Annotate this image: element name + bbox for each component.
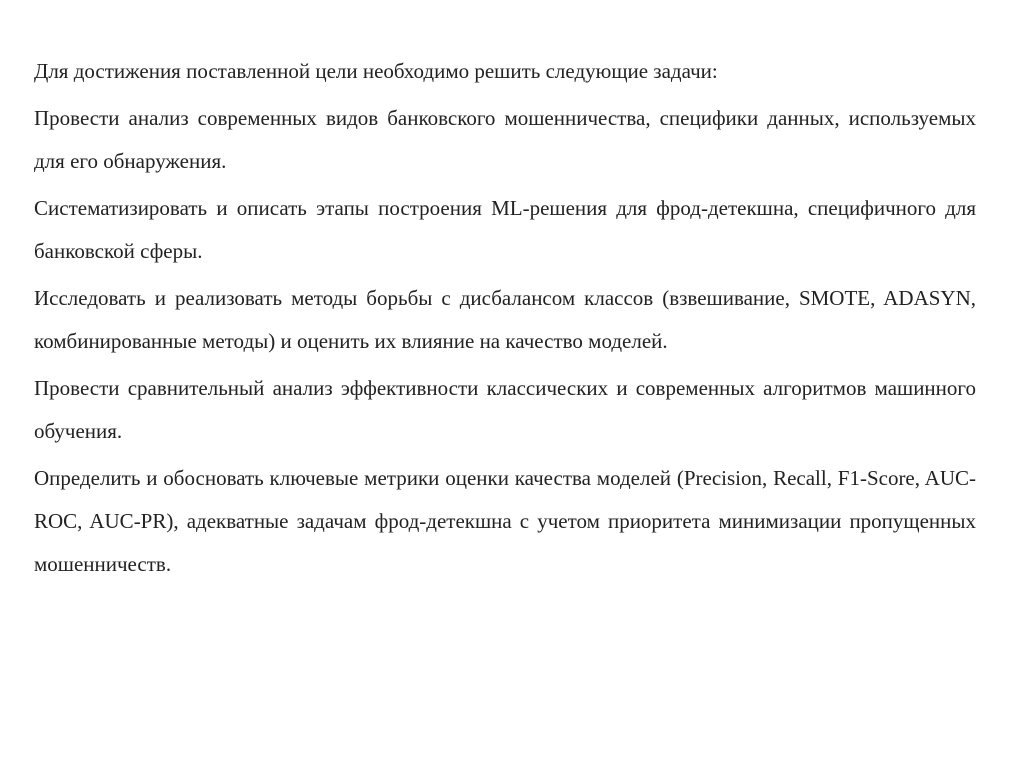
task-item-1: Провести анализ современных видов банковского мошенничества, специфики данных, используемых для его обнаружения. xyxy=(34,106,976,173)
task-item-4: Провести сравнительный анализ эффективности классических и современных алгоритмов машинного обучения. xyxy=(34,376,976,443)
intro-text: Для достижения поставленной цели необходимо решить следующие задачи: xyxy=(34,59,718,83)
task-item-5: Определить и обосновать ключевые метрики оценки качества моделей (Precision, Recall, F1-Score, AUC-ROC, AUC-PR), адекватные задачам фрод-детекшна с учетом приоритета минимизации пропущенных мошенничеств. xyxy=(34,466,976,576)
task-item-3: Исследовать и реализовать методы борьбы с дисбалансом классов (взвешивание, SMOTE, ADASYN, комбинированные методы) и оценить их влияние на качество моделей. xyxy=(34,286,976,353)
slide-body xyxy=(34,50,976,590)
task-item-2: Систематизировать и описать этапы построения ML-решения для фрод-детекшна, специфичного для банковской сферы. xyxy=(34,196,976,263)
